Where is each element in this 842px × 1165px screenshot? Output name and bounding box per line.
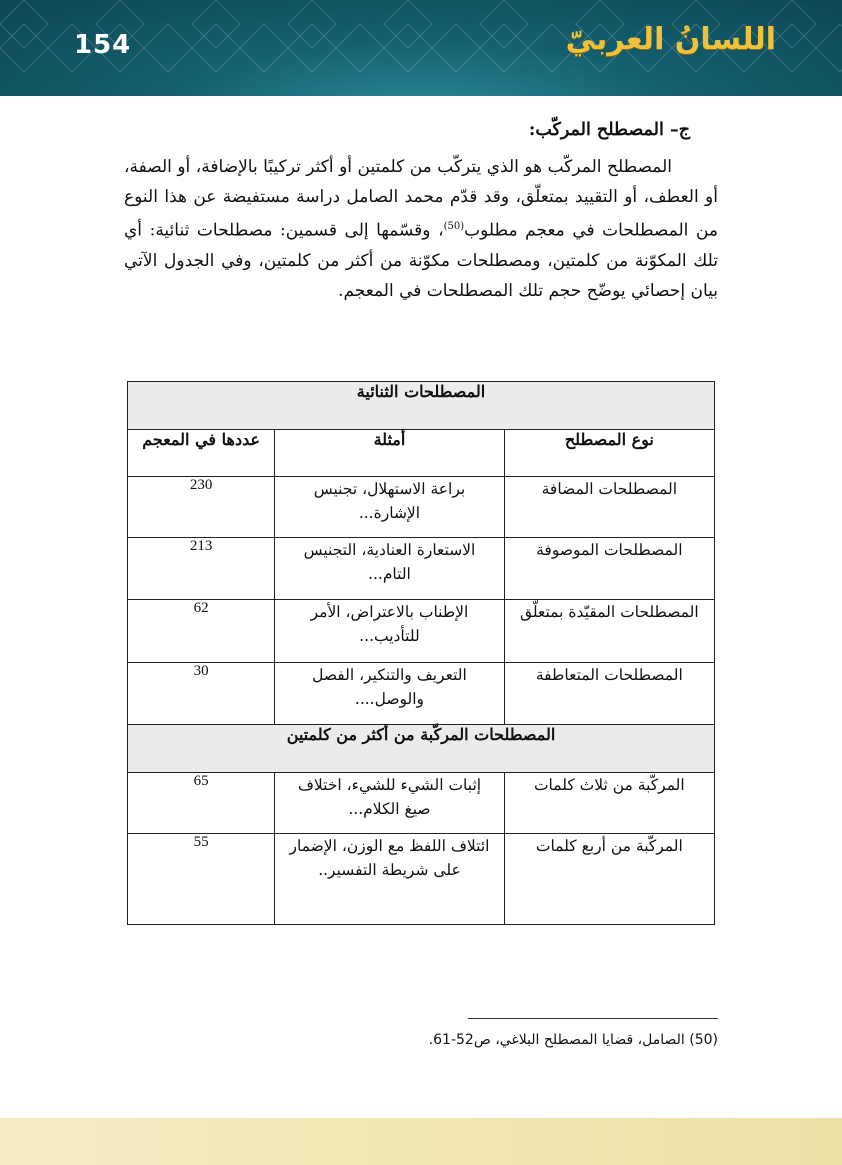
group-title-multiword: المصطلحات المركّبة من أكثر من كلمتين — [128, 725, 715, 773]
page-header — [0, 0, 842, 96]
table-row — [128, 477, 715, 538]
section-heading: ج– المصطلح المركّب: — [528, 120, 690, 140]
term-type-cell: المركّبة من أربع كلمات — [504, 834, 714, 925]
term-type-cell: المصطلحات المقيّدة بمتعلّق — [504, 600, 714, 663]
examples-cell: إثبات الشيء للشيء، اختلاف صيغ الكلام... — [275, 773, 504, 834]
page-number: 154 — [74, 30, 132, 60]
table-column-headers — [128, 430, 715, 477]
table-row — [128, 834, 715, 925]
paragraph-text-part-1: المصطلح المركّب هو الذي يتركّب من كلمتين أو أكثر تركيبًا بالإضافة، أو الصفة، أو العطف، أو التقييد بمتعلّق، وقد قدّم محمد الصامل دراسة مستفيضة عن هذا النوع من المصطلحات في معجم مطلوب — [124, 157, 718, 241]
paragraph-text-part-2: ، وقسّمها إلى قسمين: مصطلحات ثنائية: أي تلك المكوّنة من كلمتين، ومصطلحات مكوّنة من أكثر من كلمتين، وفي الجدول الآتي بيان إحصائي يوضّح حجم تلك المصطلحات في المعجم. — [124, 220, 718, 301]
table-row — [128, 663, 715, 725]
table-group-header — [128, 725, 715, 773]
examples-cell: الاستعارة العنادية، التجنيس التام... — [275, 538, 504, 600]
page-footer-band — [0, 1118, 842, 1165]
journal-logo: اللسانُ العربيّ — [565, 22, 776, 57]
footnote-divider — [468, 1018, 718, 1019]
count-cell: 230 — [128, 477, 275, 538]
column-header-type: نوع المصطلح — [504, 430, 714, 477]
count-cell: 65 — [128, 773, 275, 834]
group-title-binary: المصطلحات الثنائية — [128, 382, 715, 430]
footnote: (50) الصامل، قضايا المصطلح البلاغي، ص52-61. — [428, 1032, 718, 1048]
terms-statistics-table — [127, 381, 715, 925]
column-header-examples: أمثلة — [275, 430, 504, 477]
main-content — [124, 120, 718, 306]
body-paragraph — [124, 152, 718, 306]
count-cell: 62 — [128, 600, 275, 663]
table-row — [128, 538, 715, 600]
examples-cell: ائتلاف اللفظ مع الوزن، الإضمار على شريطة التفسير.. — [275, 834, 504, 925]
term-type-cell: المصطلحات الموصوفة — [504, 538, 714, 600]
term-type-cell: المركّبة من ثلاث كلمات — [504, 773, 714, 834]
table-row — [128, 773, 715, 834]
examples-cell: الإطناب بالاعتراض، الأمر للتأديب... — [275, 600, 504, 663]
term-type-cell: المصطلحات المتعاطفة — [504, 663, 714, 725]
examples-cell: التعريف والتنكير، الفصل والوصل.... — [275, 663, 504, 725]
table-row — [128, 600, 715, 663]
footnote-reference: (50) — [443, 221, 465, 232]
count-cell: 213 — [128, 538, 275, 600]
term-type-cell: المصطلحات المضافة — [504, 477, 714, 538]
examples-cell: براعة الاستهلال، تجنيس الإشارة... — [275, 477, 504, 538]
count-cell: 55 — [128, 834, 275, 925]
table-group-header — [128, 382, 715, 430]
count-cell: 30 — [128, 663, 275, 725]
column-header-count: عددها في المعجم — [128, 430, 275, 477]
